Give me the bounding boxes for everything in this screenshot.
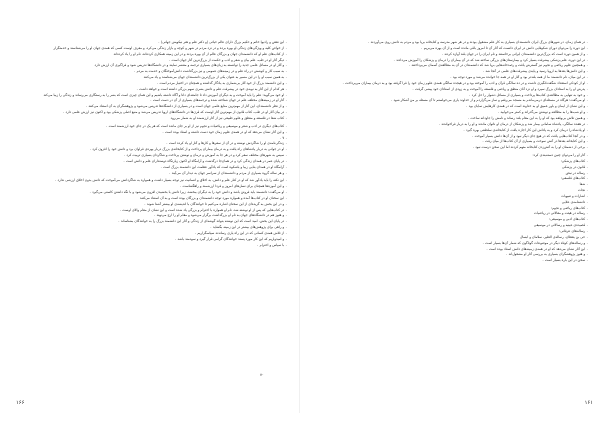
text-line: ۰ و رساله‌های کوتاه دیگر در موضوعات گوناگون که شمار آن‌ها بسیار است ۰: [482, 240, 588, 245]
text-line: ۰ و این کتابخانه بعدها در آتش سوخت و بسیاری از آن کتاب‌ها از میان رفت ۰: [482, 139, 588, 144]
text-line: ۰ با سپاس و احترام ۰: [256, 242, 287, 247]
text-line: ۰ رساله در هیئت و مقالاتی در ریاضیات: [533, 211, 588, 216]
text-line: ۰ پدرش او را به استادان بزرگ سپرد و او نزد آنان منطق و ریاضی و فلسفه را آموخت و به زودی از استادان خود پیشی گرفت ۰: [412, 86, 588, 91]
text-line: ۰ و از نظر دانشمندان، این آثار از مهم‌ترین منابع علمی جهان است و در بسیاری از دانشگاه‌ها تدریس می‌شود و پژوهشگران به آن استناد می‌کنند ۰: [85, 104, 287, 109]
text-line: ۰ کتاب شفا در فلسفه و منطق و علوم طبیعی نیز از آثار ارزشمند او به شمار می‌رود: [170, 115, 287, 120]
text-line: ۰ و خود به تنهایی به مطالعه‌ی کتاب‌ها پرداخت و بسیاری از مسائل دشوار را حل کرد ۰: [468, 92, 588, 97]
text-line: ۰ این سخنان او در کتاب‌ها آمده و همواره مورد توجه دانشمندان و بزرگان بوده است و به آن استناد می‌کنند: [139, 195, 287, 200]
text-line: ۰ از کتاب‌های علم او که دانشمندان جهان و بزرگان عالم از آن بهره بردند و در این زمینه همکاری کرده‌اند، نام او را یاد کرده‌اند: [113, 51, 287, 56]
text-line: ۰ حی بن یقظان، رساله‌ی الطیر، سلامان و ابسال: [519, 234, 588, 239]
text-line: ۰ نجات: [577, 188, 588, 193]
text-line: ۰ آثار او را می‌توان چنین دسته‌بندی کرد:: [532, 153, 588, 158]
text-line: ۰ در هفده سالگی، پادشاه سامانی بیمار شد و پزشکان از درمان او ناتوان ماندند و او را به دربار فراخواندند ۰: [438, 121, 588, 126]
text-line: ۰ در پایان این بخش، امید است که این نوشته بتواند گوشه‌ای از زندگی و آثار این دانشمند بزرگ را به خوانندگان بشناساند ۰: [118, 219, 287, 224]
text-line: ۰ این آثار نشان می‌دهد که او در همه‌ی زمینه‌های دانش استاد بوده است ۰: [486, 246, 588, 251]
text-line: ۰ در این دوره، علم پزشکی پیشرفت بسیار کرد و بیمارستان‌های بزرگی ساخته شد که در آن بیماران را درمان و پزشکان را آموزش می‌دادند ۰: [393, 57, 588, 62]
text-line: ۰ به همین سبب او را در این مسیر به عنوان یکی از بزرگ‌ترین دانشمندان جهان می‌شناسند و یاد می‌کنند: [143, 75, 287, 80]
text-line: ۰ زندگی‌نامه‌ی او را شاگردش نوشته و در آن از سفرها و کارها و آثار او یاد کرده است ۰: [166, 141, 287, 146]
text-line: ۰ و همچنین علوم ریاضی و نجوم نیز گسترش یافت و رصدخانه‌هایی برپا شد که دانشمندان در آن به مطالعه‌ی آسمان می‌پرداختند ۰: [408, 63, 588, 68]
text-line: ۰ این دوره را می‌توان دوران شکوفایی دانش در ایران دانست که آثار آن تا امروز باقی مانده است و از آن بهره می‌بریم ۰: [420, 45, 588, 50]
text-line: ۰ کتاب‌های ریاضی و نجوم:: [550, 205, 588, 210]
text-line: ۰ و هنوز پژوهشگران بسیاری به بررسی آثار او مشغول‌اند ۰: [505, 252, 588, 257]
text-line: ۰ در همان زمان، در شهرهای بزرگ ایران دانشمندان بسیاری به کار علم مشغول بودند و در هر شهر مدرسه و کتابخانه برپا بود و مردم به دانش روی می‌آوردند ۰: [367, 40, 588, 44]
text-line: ۰ قصیده‌ی عینیه و رسالاتی در موسیقی: [533, 223, 588, 228]
left-footnote-mark: ۷۰: [260, 373, 264, 377]
left-page-text: [12, 40, 287, 380]
text-line: ۰ و این آثار نشان می‌دهد که او در همه‌ی علوم زمان خود دست داشته و استاد بوده است ۰: [162, 129, 287, 134]
text-line: ۰ ۷ ۰: [279, 135, 287, 140]
text-line: ۰ شفا: [579, 182, 588, 187]
text-line: ۰ آثار او در زمینه‌های مختلف علم در جهان شناخته شده و ترجمه‌های بسیاری از آن در دست است ۰: [150, 98, 287, 103]
text-line: ۰ و او شب‌ها را به مطالعه و نوشتن می‌گذراند و کمتر می‌خوابید ۰: [497, 110, 588, 115]
text-line: ۰ در پایان عمر در همدان زندگی کرد و در همان‌جا درگذشت و آرامگاه او اکنون زیارتگاه دوستداران علم و دانش است ۰: [123, 158, 287, 163]
text-line: ۰ و از همین دوره است که بزرگ‌ترین دانشمندان ایرانی برخاستند و نام ایران را در جهان بلند آوازه کردند ۰: [441, 51, 588, 56]
left-page-number: ۱۶۶: [16, 400, 25, 406]
text-line: ۰ کتاب‌های دیگری در ادب و شعر و موسیقی و ریاضیات و نجوم نیز از او بر جای مانده است که هر یک در جای خود ارزشمند است ۰: [105, 123, 287, 128]
text-line: ۰ کتاب‌های ادبی و موسیقی:: [549, 217, 588, 222]
text-line: ۰ و این نشان از ایمان و باور عمیق او به خداوند است که در همه‌ی کارهایش نمایان بود ۰: [465, 104, 588, 109]
text-line: ۰ قانون در پزشکی: [561, 164, 588, 169]
text-line: ۰ در این میان، نام دانشمند ما از همه بلندتر بود و آثار او در همه جا خوانده می‌شد و مورد توجه بود ۰: [449, 75, 588, 80]
text-line: ۰ برخی از دشمنان او را به آتش‌زدن کتابخانه متهم کردند اما این سخن درست نبود ۰: [472, 145, 588, 150]
text-line: ۰ و آثار او در مسائل علمی جدید را توانسته به زبان‌های بسیاری ترجمه و منتشر نمایند و در دانشگاه‌ها تدریس شود و فراگیری آن ارزش دارد: [94, 63, 287, 68]
text-line: ۰ این نکته را باید یادآور شد که او در کنار علم و دانش، به اخلاق و انسانیت نیز توجه بسیار داشت و همواره به شاگردانش می‌آموخت که دانش بدون اخلاق ارزشی ندارد ۰: [54, 178, 287, 183]
text-line: ۰ او پادشاه را درمان کرد و به پاداش این کار اجازه یافت از کتابخانه‌ی سلطنتی بهره گیرد ۰: [463, 127, 588, 132]
text-line: ۰ او می‌گفت: دانشمند باید فروتن باشد و دانش خود را به دیگران ببخشد، زیرا دانش با بخشیدن افزون می‌شود و با نگه داشتن کاستی می‌گیرد ۰: [89, 190, 287, 195]
right-page-number: ۱۶۱: [584, 400, 593, 406]
text-line: ۰ و همین تلاش بی‌وقفه بود که او را به این مقام بلند رساند و نامش را جاودانه ساخت ۰: [467, 115, 588, 120]
text-line: ۰ رساله‌های عرفانی:: [559, 229, 588, 233]
text-line: ۰ به سبب کار و کوشش در راه علم و در زمینه‌های عمومی و نیز بزرگداشت دانش‌آموختگان و خدمت به مردم ۰: [133, 69, 287, 74]
text-line: ۰ سخن در این باره بسیار است ۰: [542, 258, 588, 263]
text-line: ۰ و هنوز هم در دانشگاه‌های جهان به نام او بزرگداشت برگزار می‌شود و مقام او را ارج می‌نهند ۰: [153, 213, 287, 218]
text-line: ۰ در بیان آثار او در طب، کتاب قانون از مهم‌ترین آثار اوست که قرن‌ها در دانشگاه‌های اروپا تدریس می‌شد و منبع اصلی پزشکی بود و اکنون نیز ارزش علمی دارد ۰: [62, 110, 287, 115]
text-line: ۰ و این آموزه‌ها همچنان برای نسل‌های امروز و فردا ارزشمند و راهگشاست ۰: [179, 184, 287, 189]
text-line: ۰ دیگر آثار او در طب، علم بیان و شعر و ادب و حکمت از بزرگ‌ترین آثار جهان است ۰: [168, 57, 287, 62]
text-line: ۰ و راهی برای پژوهش‌های بیشتر در این زمینه بگشاید ۰: [209, 225, 287, 230]
text-line: ۰ از تلاش همه‌ی کسانی که در این راه یاری رساندند سپاسگزاریم ۰: [194, 231, 287, 235]
text-line: ۰ آرامگاه او در همدان بنایی زیبا و باشکوه است که یادآور عظمت این دانشمند بزرگ است ۰: [160, 164, 287, 169]
right-page-text: [320, 40, 588, 380]
text-line: ۰ دانشنامه‌ی علایی: [561, 199, 588, 204]
text-line: ۰ او از کودکی استعداد شگفت‌انگیزی داشت و در ده سالگی قرآن و ادب را آموخته بود و در هیجده سالگی همه‌ی علوم زمان خود را فرا گرفته بود و به درمان بیماران می‌پرداخت ۰: [342, 80, 588, 85]
text-line: ۰ و هر ساله گروه بسیاری از مردم و دانشمندان از سراسر جهان به دیدار آن می‌آیند ۰: [168, 170, 287, 175]
text-line: ۰ سپس به شهرهای مختلف سفر کرد و در هر جا به آموزش و درمان و نوشتن پرداخت و شاگردان بسیاری تربیت کرد ۰: [123, 153, 287, 158]
text-line: ۰ کتاب‌های پزشکی:: [560, 158, 588, 163]
text-line: ۰ این نقص و رادیوا خاتم و حکیم بزرگ دارای عالم حیاتی (و دکتر علم و هنر نیکویش جهانی) ۰: [158, 40, 287, 44]
text-line: ۰ کتاب‌های فلسفی:: [560, 176, 588, 181]
text-line: ۰ در کتاب‌هایی که پس از او نوشته شد، نام او همواره با احترام و بزرگی یاد شده است و این نشان از مقام والای اوست ۰: [119, 207, 287, 212]
text-line: ۰ و امیدواریم که این کار مورد پسند خوانندگان گرامی قرار گیرد و سودمند باشد ۰: [174, 236, 287, 241]
text-line: ۰ او می‌گفت: هرگاه در مسئله‌ای درمی‌ماندم به مسجد می‌رفتم و نماز می‌گزاردم و از خداوند یاری می‌خواستم تا آن مسئله بر من آشکار شود ۰: [390, 98, 588, 103]
text-line: ۰ و در این بخش به گزیده‌ای از این سخنان اشاره می‌کنیم تا خوانندگان با اندیشه‌ی او بیشتر آشنا شوند ۰: [143, 201, 287, 206]
text-line: ۰ از خواص کلیه و ویژگی‌های زندگی او بهره برده و در نزد مردم در شهر و کوچه و بازار زندگی می‌کرد، و معرف اوست کسی که همه‌ی جهان او را می‌شناسند و خدمتگزار: [53, 45, 287, 50]
text-line: ۰ او خود می‌گوید: علم را باید آموخت و به دیگران آموزش داد تا جامعه‌ای دانا و آگاه داشته باشیم و این همان چیزی است که بشر را به رستگاری می‌رساند و زندگی را زیبا می‌کند: [43, 92, 287, 97]
text-line: ۰ هر کدام از این آثار به نوبه‌ی خود در پیشرفت علم و دانش بشری سهم بزرگی داشته است و خواهد داشت ۰: [136, 86, 287, 91]
text-line: ۰ رساله در نبض: [565, 170, 588, 175]
text-line: ۰ اشارات و تنبیهات: [561, 193, 588, 198]
text-line: ۰ و این دانشمند بزرگ از خود آثار بی‌شماری به یادگار گذاشته و همچنان در اختیار مردم است ۰: [156, 80, 287, 85]
text-line: ۰ او در جوانی به دربار پادشاهان راه یافت و به درمان بیماران پرداخت و از کتابخانه‌ی بزرگ دربار بهره‌ی فراوان برد و دانش خود را افزون کرد ۰: [89, 147, 287, 152]
right-page: [300, 0, 600, 424]
text-line: ۰ و این دانش‌ها بعدها به اروپا رسید و پایه‌ی پیشرفت‌های علمی در آنجا شد ۰: [482, 69, 588, 74]
text-line: ۰ و در آنجا کتاب‌هایی یافت که در هیچ جای دیگر نبود و از آن‌ها دانش بسیار آموخت ۰: [471, 133, 588, 138]
